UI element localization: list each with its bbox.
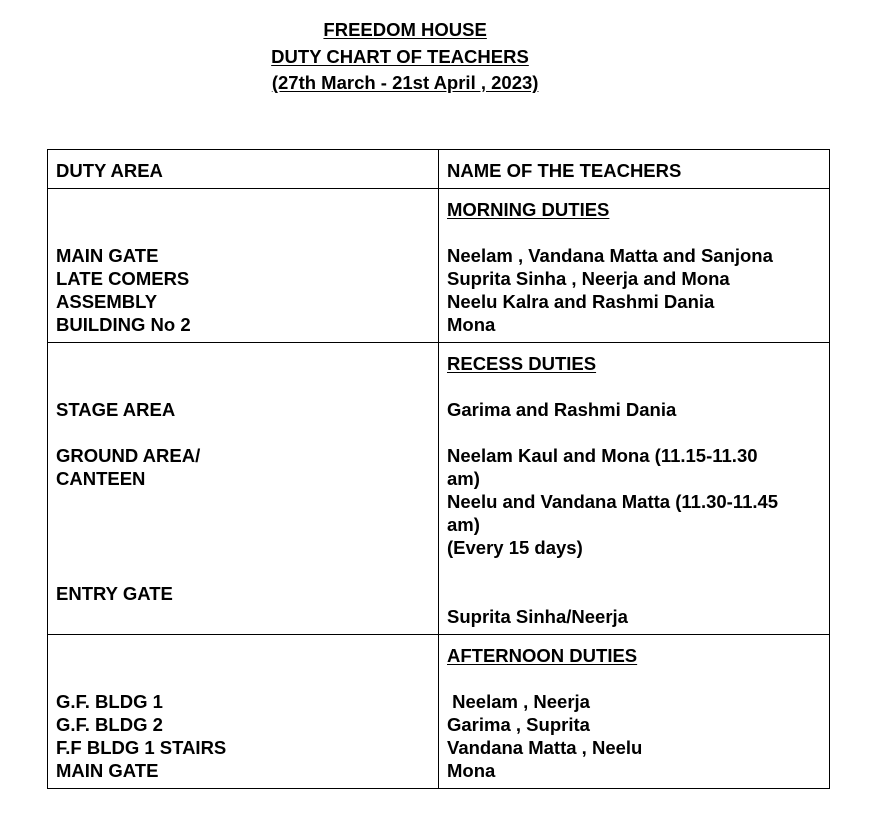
teacher-item: Garima and Rashmi Dania (447, 399, 677, 420)
area-item: MAIN GATE (56, 245, 159, 266)
morning-duties-row (48, 189, 830, 343)
table-header-row (48, 150, 830, 189)
area-item: BUILDING No 2 (56, 314, 191, 335)
teacher-note: (Every 15 days) (447, 537, 583, 558)
morning-duties-heading: MORNING DUTIES (447, 199, 610, 220)
teacher-item: Neelam , Neerja (447, 691, 590, 712)
teacher-item: am) (447, 468, 480, 489)
teacher-item: Neelu and Vandana Matta (11.30-11.45 (447, 491, 779, 512)
teacher-item: Neelam Kaul and Mona (11.15-11.30 (447, 445, 758, 466)
afternoon-areas-cell (48, 635, 439, 789)
period-line (0, 70, 800, 97)
area-item: ENTRY GATE (56, 583, 173, 604)
area-item: STAGE AREA (56, 399, 176, 420)
recess-teachers-cell (439, 343, 830, 635)
afternoon-duties-heading: AFTERNOON DUTIES (447, 645, 638, 666)
afternoon-teachers-cell (439, 635, 830, 789)
teacher-item: Neelam , Vandana Matta and Sanjona (447, 245, 773, 266)
area-item: G.F. BLDG 2 (56, 714, 163, 735)
morning-teachers-cell (439, 189, 830, 343)
title-line (0, 17, 800, 44)
subtitle-line (0, 44, 800, 71)
teacher-item: Mona (447, 760, 496, 781)
teacher-item: Mona (447, 314, 496, 335)
area-item: ASSEMBLY (56, 291, 158, 312)
header-cell-duty-area: DUTY AREA (48, 150, 439, 189)
teacher-item: Suprita Sinha/Neerja (447, 606, 628, 627)
recess-duties-heading: RECESS DUTIES (447, 353, 597, 374)
teacher-item: Neelu Kalra and Rashmi Dania (447, 291, 715, 312)
area-item: CANTEEN (56, 468, 146, 489)
area-item: F.F BLDG 1 STAIRS (56, 737, 227, 758)
teacher-item: Vandana Matta , Neelu (447, 737, 643, 758)
recess-duties-row (48, 343, 830, 635)
document-header (0, 17, 800, 97)
teacher-item: Garima , Suprita (447, 714, 590, 735)
duty-table (47, 149, 830, 789)
afternoon-duties-row (48, 635, 830, 789)
header-cell-teachers: NAME OF THE TEACHERS (439, 150, 830, 189)
school-name: FREEDOM HOUSE (323, 19, 487, 40)
teacher-item: am) (447, 514, 480, 535)
morning-areas-cell (48, 189, 439, 343)
recess-areas-cell (48, 343, 439, 635)
area-item: G.F. BLDG 1 (56, 691, 163, 712)
area-item: LATE COMERS (56, 268, 190, 289)
chart-title: DUTY CHART OF TEACHERS (271, 45, 529, 67)
area-item: GROUND AREA/ (56, 445, 201, 466)
area-item: MAIN GATE (56, 760, 159, 781)
teacher-item: Suprita Sinha , Neerja and Mona (447, 268, 730, 289)
date-range: (27th March - 21st April , 2023) (271, 72, 539, 93)
